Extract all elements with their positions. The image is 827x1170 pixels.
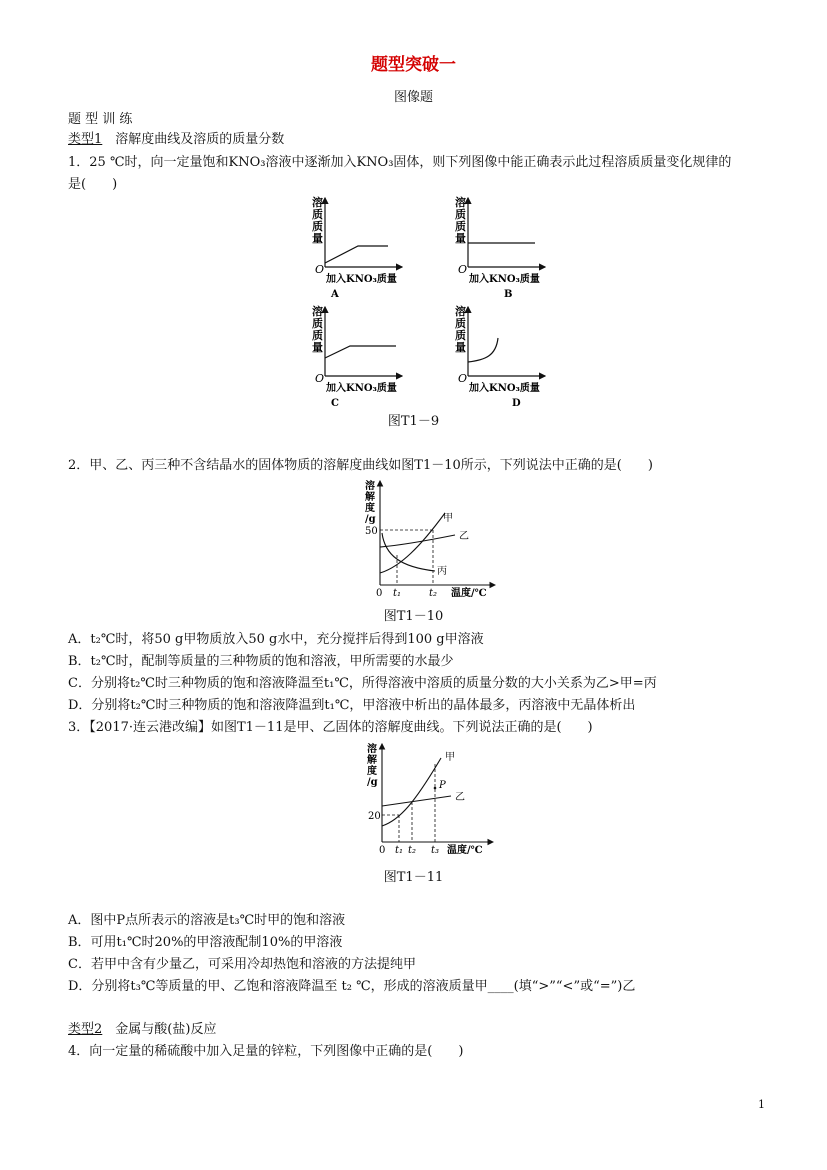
q1-origin-d: O [458, 372, 468, 385]
section-heading: 题 型 训 练 [68, 112, 133, 127]
q1-graph-d [455, 304, 545, 409]
q3-ylabel-3: 度 [367, 766, 377, 777]
q1-option-b: B [504, 289, 513, 300]
q3-series-jia: 甲 [445, 752, 455, 763]
q1-ylabel-c-2: 质 [312, 317, 323, 330]
q1-xlabel-b: 加入KNO₃质量 [469, 274, 540, 285]
q1-origin-b: O [458, 263, 468, 276]
q1-figure [290, 190, 580, 425]
q3-ylabel-2: 解 [367, 755, 377, 766]
type2-text: 金属与酸(盐)反应 [115, 1022, 217, 1037]
q2-ylabel-1: 溶 [365, 481, 375, 492]
q1-ylabel-b-1: 溶 [455, 196, 466, 209]
q1-ylabel-a-2: 质 [312, 208, 323, 221]
page-number: 1 [758, 1098, 765, 1111]
q1-caption: 图T1－9 [387, 414, 440, 429]
q2-option-b: B．t₂℃时，配制等质量的三种物质的饱和溶液，甲所需要的水最少 [68, 654, 454, 669]
q1-xlabel-c: 加入KNO₃质量 [326, 383, 397, 394]
q3-xlabel: 温度/℃ [447, 845, 483, 856]
q1-curve-d [468, 338, 498, 362]
q3-curve-yi [382, 796, 451, 806]
page-title: 题型突破一 [371, 55, 456, 75]
q2-caption: 图T1－10 [383, 609, 444, 624]
q1-ylabel-d-4: 量 [455, 341, 466, 354]
q1-ylabel-b-2: 质 [455, 208, 466, 221]
q1-origin-a: O [315, 263, 325, 276]
q2-tick-t2: t₂ [429, 588, 438, 599]
q2-option-d: D．分别将t₂℃时三种物质的饱和溶液降温到t₁℃，甲溶液中析出的晶体最多，丙溶液中无晶体析出 [68, 698, 636, 713]
q1-ylabel-b-4: 量 [455, 232, 466, 245]
q1-ylabel-d-3: 质 [455, 329, 466, 342]
q1-ylabel-a-3: 质 [312, 220, 323, 233]
q3-tick-t2: t₂ [408, 845, 417, 856]
q3-tick-20: 20 [368, 811, 381, 822]
q2-origin: 0 [376, 588, 383, 599]
q2-series-yi: 乙 [459, 531, 469, 542]
q2-series-bing: 丙 [437, 566, 447, 577]
type1-heading [68, 128, 284, 147]
type2-heading [68, 1018, 216, 1037]
q1-ylabel-d-2: 质 [455, 317, 466, 330]
q3-ylabel-1: 溶 [367, 744, 377, 755]
q1-curve-a [325, 246, 388, 263]
q2-ylabel-2: 解 [365, 492, 375, 503]
q3-ylabel-4: /g [367, 777, 378, 788]
q3-label-p: P [439, 780, 446, 791]
q3-option-b: B．可用t₁℃时20%的甲溶液配制10%的甲溶液 [68, 935, 343, 950]
q1-graph-b [455, 195, 545, 300]
q2-series-jia: 甲 [443, 513, 453, 524]
q3-origin: 0 [379, 845, 386, 856]
q2-stem: 2．甲、乙、丙三种不含结晶水的固体物质的溶解度曲线如图T1－10所示，下列说法中正确的是( ) [68, 458, 653, 473]
q2-option-c: C．分别将t₂℃时三种物质的饱和溶液降温至t₁℃，所得溶液中溶质的质量分数的大小关系为乙>甲=丙 [68, 676, 657, 691]
q1-graph-c [312, 304, 402, 409]
q1-ylabel-c-1: 溶 [312, 305, 323, 318]
q2-tick-50: 50 [365, 526, 378, 537]
q1-xlabel-a: 加入KNO₃质量 [326, 274, 397, 285]
q3-figure [355, 740, 505, 862]
q1-graph-a [312, 195, 402, 300]
q1-stem-line1: 1．25 ℃时，向一定量饱和KNO₃溶液中逐渐加入KNO₃固体，则下列图像中能正确表示此过程溶质质量变化规律的 [68, 155, 732, 170]
q3-series-yi: 乙 [455, 792, 465, 803]
q1-option-a: A [331, 289, 339, 300]
q2-ylabel-4: /g [365, 514, 376, 525]
q1-option-d: D [512, 398, 521, 409]
type1-label: 类型1 [68, 132, 103, 147]
q3-tick-t1: t₁ [395, 845, 404, 856]
q1-origin-c: O [315, 372, 325, 385]
q3-tick-t3: t₃ [431, 845, 440, 856]
q3-option-a: A．图中P点所表示的溶液是t₃℃时甲的饱和溶液 [68, 913, 346, 928]
q2-curve-yi [380, 535, 455, 547]
q2-option-a: A．t₂℃时，将50 g甲物质放入50 g水中，充分搅拌后得到100 g甲溶液 [68, 632, 484, 647]
q1-xlabel-d: 加入KNO₃质量 [469, 383, 540, 394]
q1-ylabel-b-3: 质 [455, 220, 466, 233]
q3-curve-jia [382, 758, 441, 826]
page-subtitle: 图像题 [393, 90, 433, 105]
q2-figure [355, 475, 505, 603]
q3-point-p [434, 787, 437, 790]
q1-ylabel-c-3: 质 [312, 329, 323, 342]
q1-ylabel-c-4: 量 [312, 341, 323, 354]
q1-ylabel-d-1: 溶 [455, 305, 466, 318]
type2-label: 类型2 [68, 1022, 103, 1037]
q1-ylabel-a-4: 量 [312, 232, 323, 245]
q2-curve-bing [382, 533, 435, 571]
q1-option-c: C [331, 398, 339, 409]
q3-option-d: D．分别将t₃℃等质量的甲、乙饱和溶液降温至 t₂ ℃，形成的溶液质量甲____(填“>”“<”或“=”)乙 [68, 979, 636, 994]
q1-curve-c [325, 346, 396, 358]
q1-ylabel-a-1: 溶 [312, 196, 323, 209]
q1-stem-line2: 是( ) [68, 177, 118, 192]
q4-stem: 4．向一定量的稀硫酸中加入足量的锌粒，下列图像中正确的是( ) [68, 1044, 464, 1059]
q3-option-c: C．若甲中含有少量乙，可采用冷却热饱和溶液的方法提纯甲 [68, 957, 416, 972]
q3-stem: 3．【2017·连云港改编】如图T1－11是甲、乙固体的溶解度曲线。下列说法正确的是( ) [68, 720, 593, 735]
q2-ylabel-3: 度 [365, 503, 375, 514]
q2-xlabel: 温度/℃ [451, 588, 487, 599]
q3-caption: 图T1－11 [383, 870, 444, 885]
type1-text: 溶解度曲线及溶质的质量分数 [115, 132, 285, 147]
q2-tick-t1: t₁ [393, 588, 402, 599]
